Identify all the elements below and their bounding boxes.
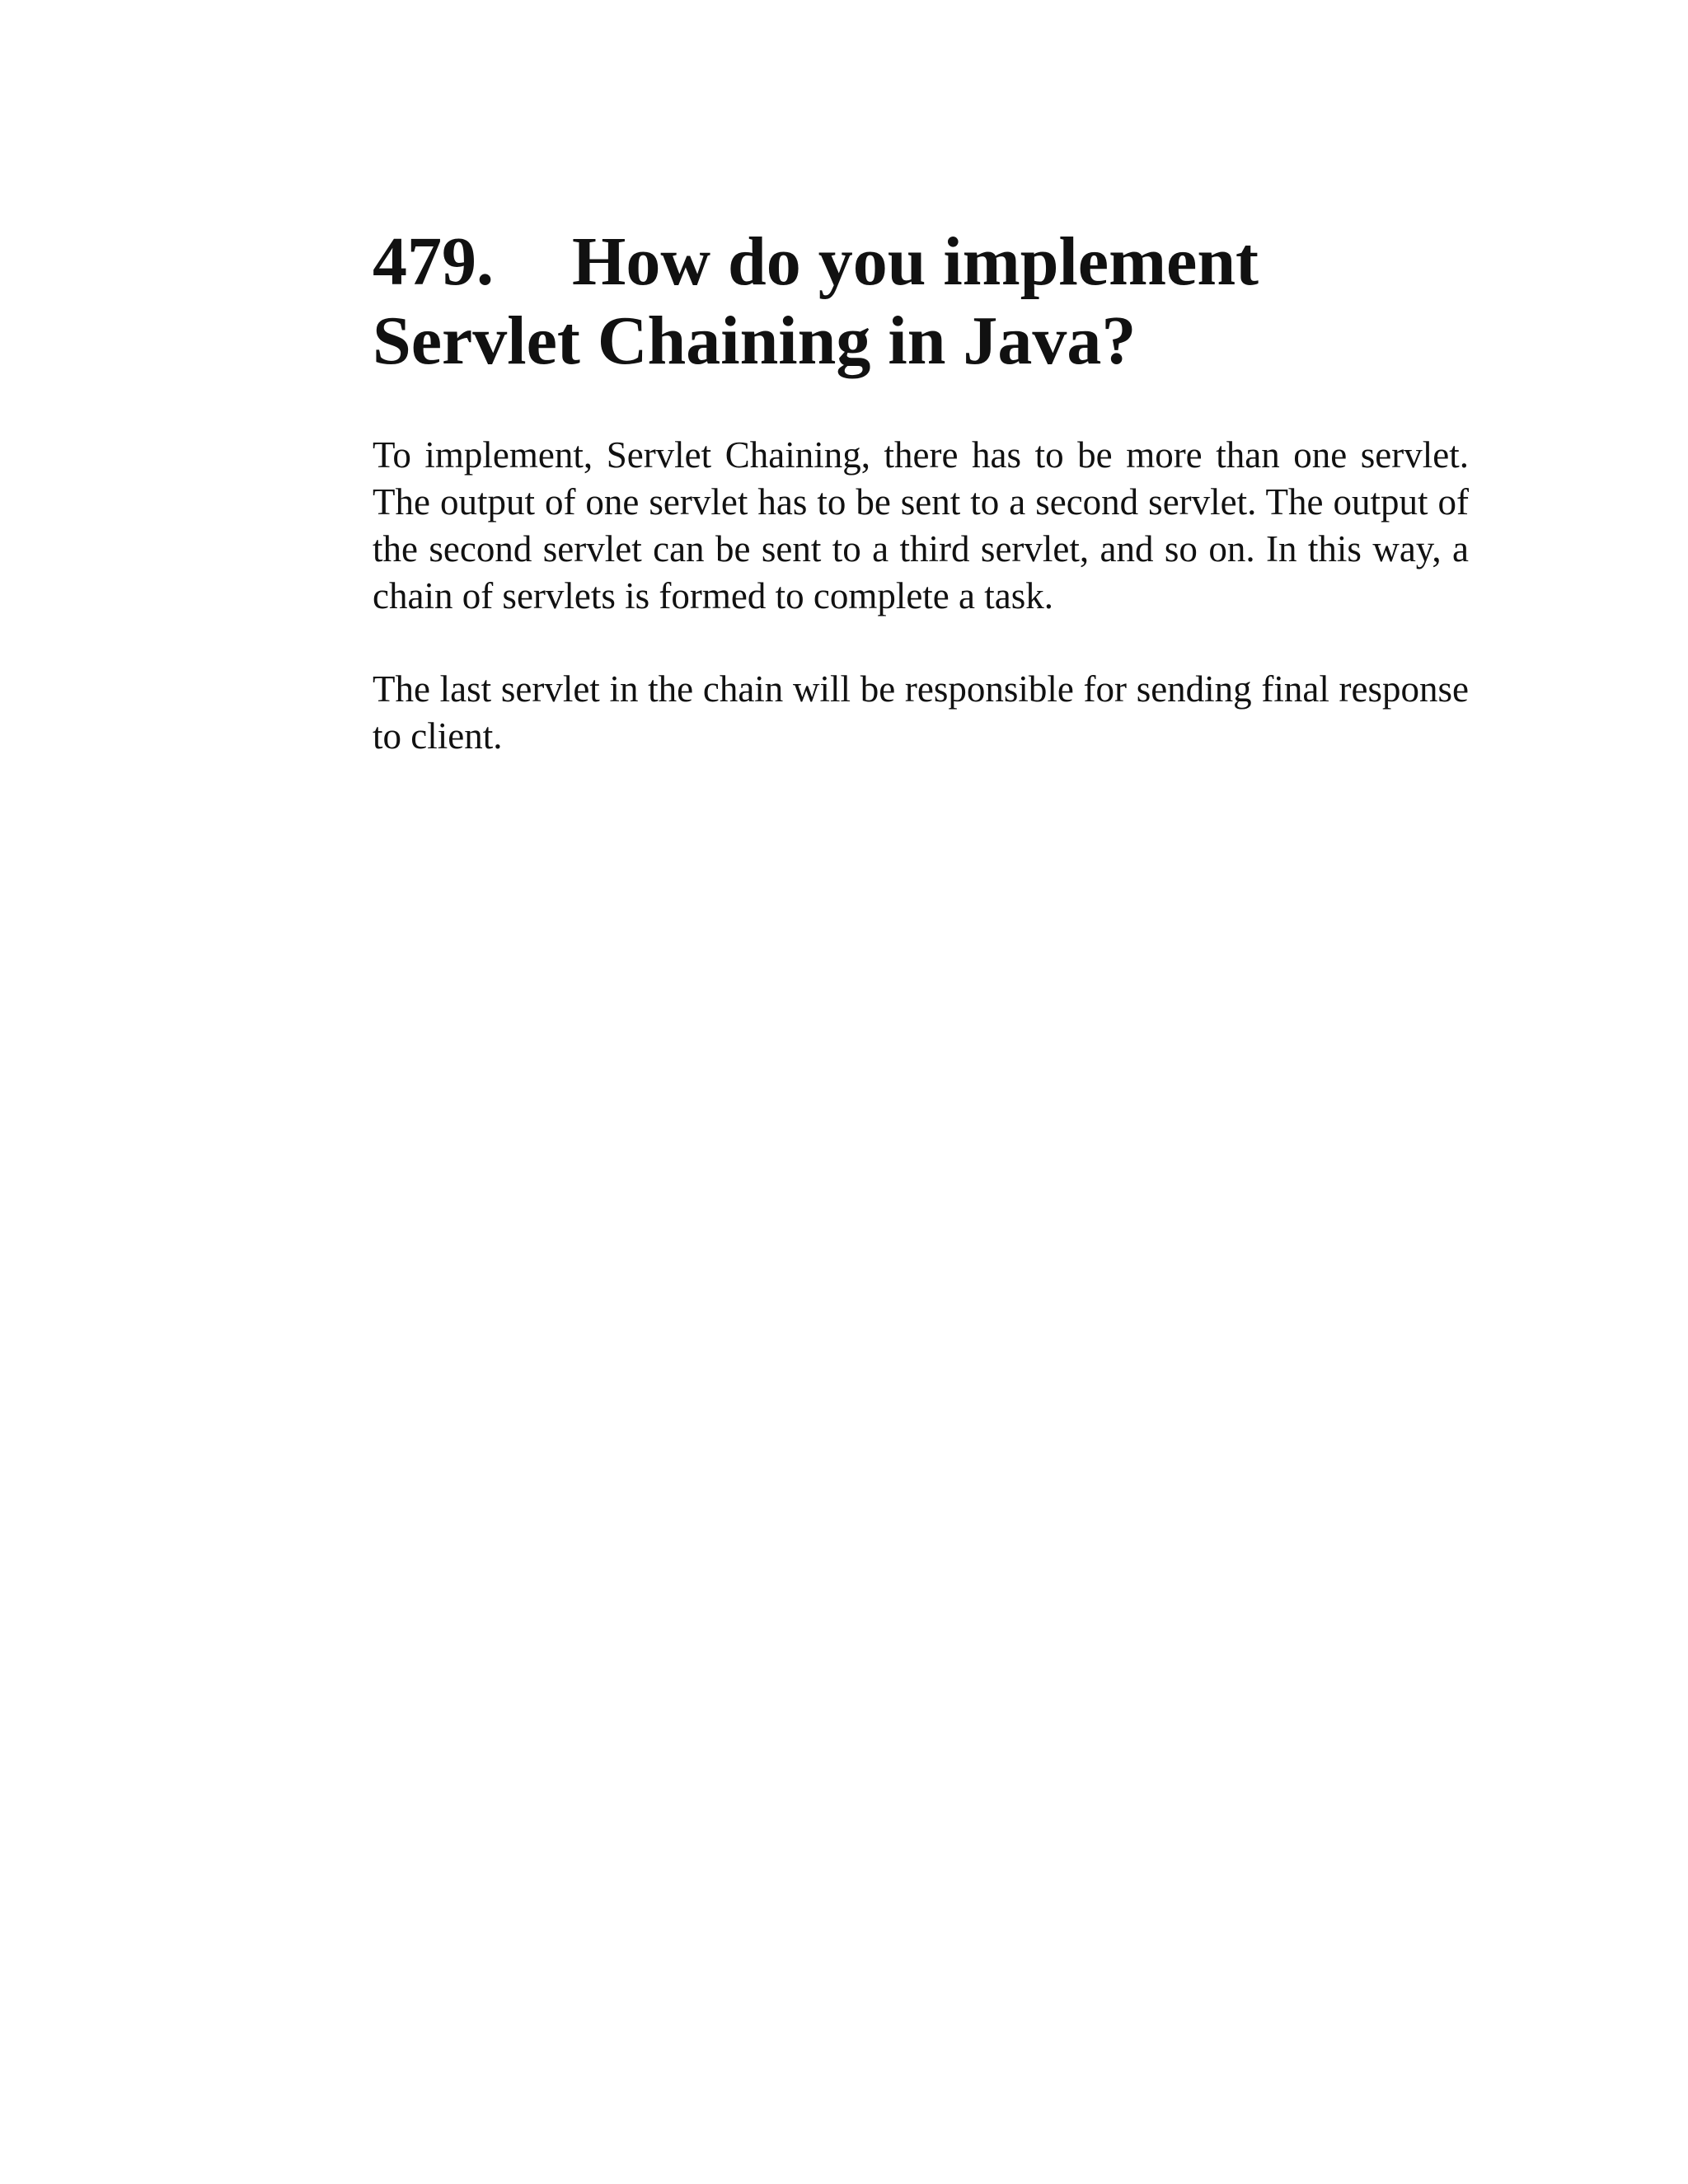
question-number: 479. <box>373 223 494 300</box>
answer-paragraph: The last servlet in the chain will be responsible for sending final response to client. <box>373 668 1469 757</box>
answer-paragraph: To implement, Servlet Chaining, there has to be more than one servlet. The output of one servlet has to be sent to a second servlet. The output of the second servlet can be sent to a third servlet, and so on. In this way, a chain of servlets is formed to complete a task. <box>373 434 1469 616</box>
page-content <box>373 223 1469 760</box>
question-title: How do you implement Servlet Chaining in Java? <box>373 223 1259 379</box>
question-heading <box>373 223 1469 381</box>
